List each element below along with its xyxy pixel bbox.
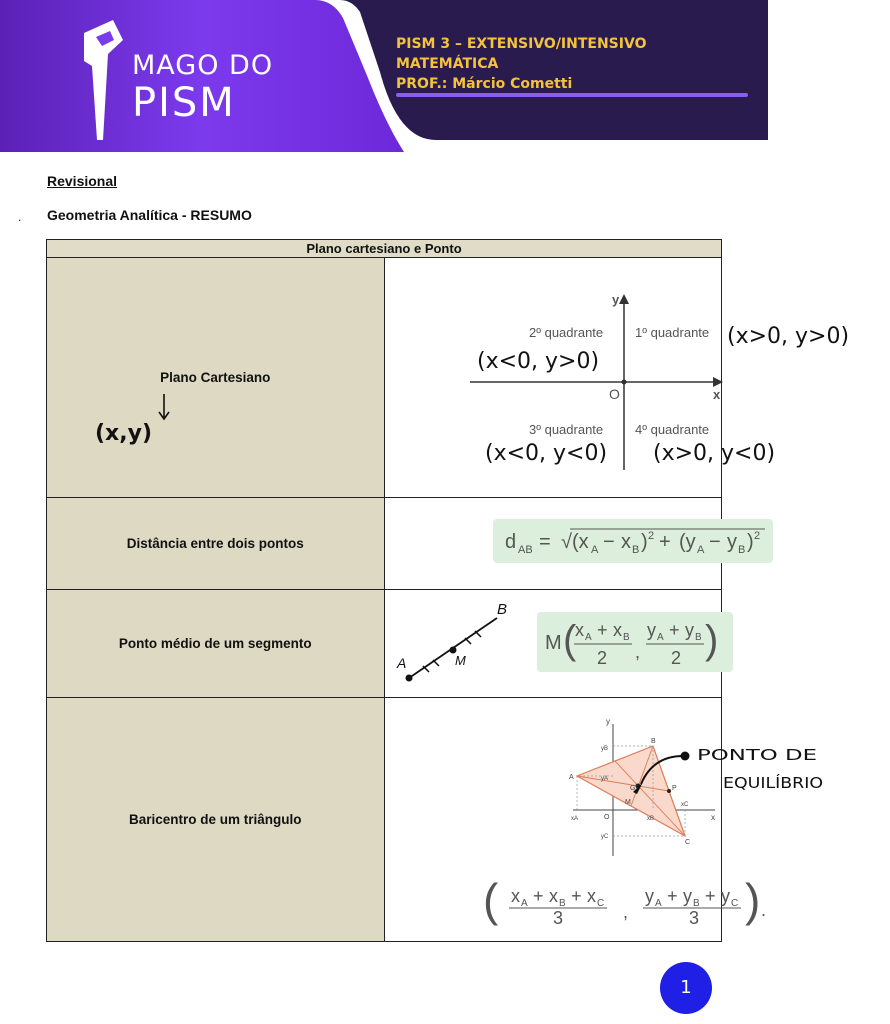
bf-plus4: + (704, 886, 716, 906)
course-info (396, 34, 646, 94)
quadrant-1-condition: (x>0, y>0) (726, 324, 849, 349)
row-label (47, 258, 385, 498)
mf-plus: + (596, 620, 608, 640)
quadrant-2-label: 2º quadrante (528, 325, 603, 340)
bf-plus2: + (570, 886, 582, 906)
f-sq-1: 2 (647, 530, 654, 542)
bg-origin: O (603, 814, 609, 821)
label-a: A (396, 655, 406, 671)
mf-xa: x (574, 620, 584, 640)
bg-yc: yC (600, 834, 608, 840)
bf-plus3: + (666, 886, 678, 906)
header-background (0, 0, 768, 152)
f-sub-b2: B (737, 544, 745, 556)
mf-sb: B (622, 632, 630, 643)
bf-rparen: ) (744, 874, 760, 926)
handnote-xy: (x,y) (95, 421, 152, 446)
f-ya: (y (678, 531, 696, 553)
bf-sa: A (520, 898, 528, 909)
mf-sa: A (584, 632, 592, 643)
baricentro-label: Baricentro de um triângulo (128, 812, 302, 827)
f-root: √(x (560, 531, 589, 553)
bg-b: B (650, 738, 656, 745)
midpoint-cell (384, 590, 722, 698)
doc-subtitle: Revisional (47, 173, 118, 189)
bf-xa: x (510, 886, 520, 906)
logo-line-1: MAGO DO (132, 50, 274, 81)
arrow-down-icon (157, 392, 171, 422)
f-paren2: ) (746, 531, 754, 553)
bg-xa: xA (570, 816, 578, 822)
annotation-dot (680, 752, 689, 761)
bf-yc: y (720, 886, 730, 906)
bf-xb: x (548, 886, 558, 906)
bg-m: M (624, 799, 631, 806)
barycenter-formula (483, 874, 766, 928)
segment-sketch (385, 590, 535, 698)
bg-g: G (629, 785, 635, 792)
plano-cartesiano-label: Plano Cartesiano (160, 370, 271, 385)
bf-lparen: ( (482, 874, 498, 926)
point-a (405, 675, 412, 682)
bg-ya: yA (600, 776, 608, 782)
equilibrium-note-1: PONTO DE (696, 746, 817, 764)
cartesian-plane-diagram (384, 258, 849, 498)
f-sq-2: 2 (753, 530, 760, 542)
bf-sb: B (558, 898, 566, 909)
header-banner (0, 0, 768, 152)
distancia-label: Distância entre dois pontos (126, 536, 304, 551)
quadrant-3-label: 3º quadrante (528, 422, 603, 437)
f-d: d (504, 531, 516, 553)
axis-y-label: y (611, 292, 619, 307)
quadrant-1-label: 1º quadrante (634, 325, 709, 340)
table-row (47, 498, 722, 590)
y-arrow-icon (619, 294, 629, 304)
bg-xb: xB (646, 816, 654, 822)
table-heading: Plano cartesiano e Ponto (47, 240, 722, 258)
table-row (47, 698, 722, 942)
quadrant-4-label: 4º quadrante (634, 422, 709, 437)
f-plus: + (658, 531, 671, 553)
bf-plus1: + (532, 886, 544, 906)
f-sub-b: B (631, 544, 639, 556)
bg-c: C (684, 839, 690, 846)
equilibrium-note-2: EQUILÍBRIO (722, 774, 809, 792)
header-underline (396, 93, 748, 97)
f-minus: − (602, 531, 615, 553)
origin-label: O (608, 386, 620, 402)
mf-comma: , (634, 642, 640, 662)
x-arrow-icon (713, 377, 723, 387)
bg-yb: yB (600, 746, 608, 752)
logo-line-2: PISM (132, 80, 236, 126)
mf-den2: 2 (670, 648, 681, 668)
row-label (47, 698, 385, 942)
table-row (47, 258, 722, 498)
page-number: 1 (660, 962, 712, 1014)
logo-text (132, 50, 274, 126)
mf-sa2: A (656, 632, 664, 643)
f-d-sub: AB (517, 544, 533, 556)
mf-m: M (544, 632, 562, 654)
f-eq: = (538, 531, 551, 553)
mf-yb: y (684, 620, 694, 640)
label-b: B (496, 601, 507, 618)
ponto-medio-label: Ponto médio de um segmento (118, 636, 312, 651)
mf-den1: 2 (596, 648, 607, 668)
mf-sb2: B (694, 632, 702, 643)
quadrant-3-condition: (x<0, y<0) (484, 441, 607, 466)
point-p (667, 789, 671, 793)
bf-sc2: C (730, 898, 738, 909)
teacher-name: PROF.: Márcio Cometti (396, 76, 573, 92)
midpoint-formula (537, 612, 733, 672)
barycenter-cell (384, 698, 817, 942)
summary-table (46, 239, 849, 942)
doc-title: Geometria Analítica - RESUMO (47, 207, 252, 223)
bf-den2: 3 (688, 908, 699, 928)
subject-name: MATEMÁTICA (396, 56, 499, 72)
bf-den1: 3 (552, 908, 563, 928)
mf-rparen: ) (704, 618, 718, 662)
bf-sa2: A (654, 898, 662, 909)
bg-p: P (671, 785, 677, 792)
f-sub-a: A (590, 544, 598, 556)
bf-comma: , (622, 902, 628, 922)
equilibrium-note: PONTO DE EQUILÍBRIO (696, 728, 708, 729)
quadrant-2-condition: (x<0, y>0) (476, 349, 599, 374)
bg-a: A (568, 774, 574, 781)
bf-ya: y (644, 886, 654, 906)
bf-sb2: B (692, 898, 700, 909)
mf-plus2: + (668, 620, 680, 640)
bf-yb: y (682, 886, 692, 906)
barycenter-graph (385, 698, 890, 942)
axis-x-label: x (712, 387, 720, 402)
f-sub-a2: A (696, 544, 704, 556)
mf-xb: x (612, 620, 622, 640)
f-yb: y (726, 531, 737, 553)
mf-lparen: ( (562, 618, 576, 662)
row-label (47, 590, 385, 698)
table-row (47, 590, 722, 698)
f-minus2: − (708, 531, 721, 553)
distance-formula (493, 519, 773, 563)
bf-xc: x (586, 886, 596, 906)
quadrant-4-condition: (x>0, y<0) (652, 441, 775, 466)
bg-x-label: x (710, 813, 715, 822)
mf-ya: y (646, 620, 656, 640)
f-xb: x (620, 531, 631, 553)
label-m: M (454, 653, 466, 668)
f-paren: ) (640, 531, 648, 553)
row-label (47, 498, 385, 590)
bf-sc: C (596, 898, 604, 909)
bf-dot: . (760, 900, 766, 920)
bg-xc: xC (680, 802, 688, 808)
origin-point (621, 380, 626, 385)
course-name: PISM 3 – EXTENSIVO/INTENSIVO (396, 36, 647, 52)
bg-y-label: y (605, 717, 610, 726)
distance-formula-cell (384, 498, 760, 590)
bullet-dot: . (18, 210, 22, 224)
